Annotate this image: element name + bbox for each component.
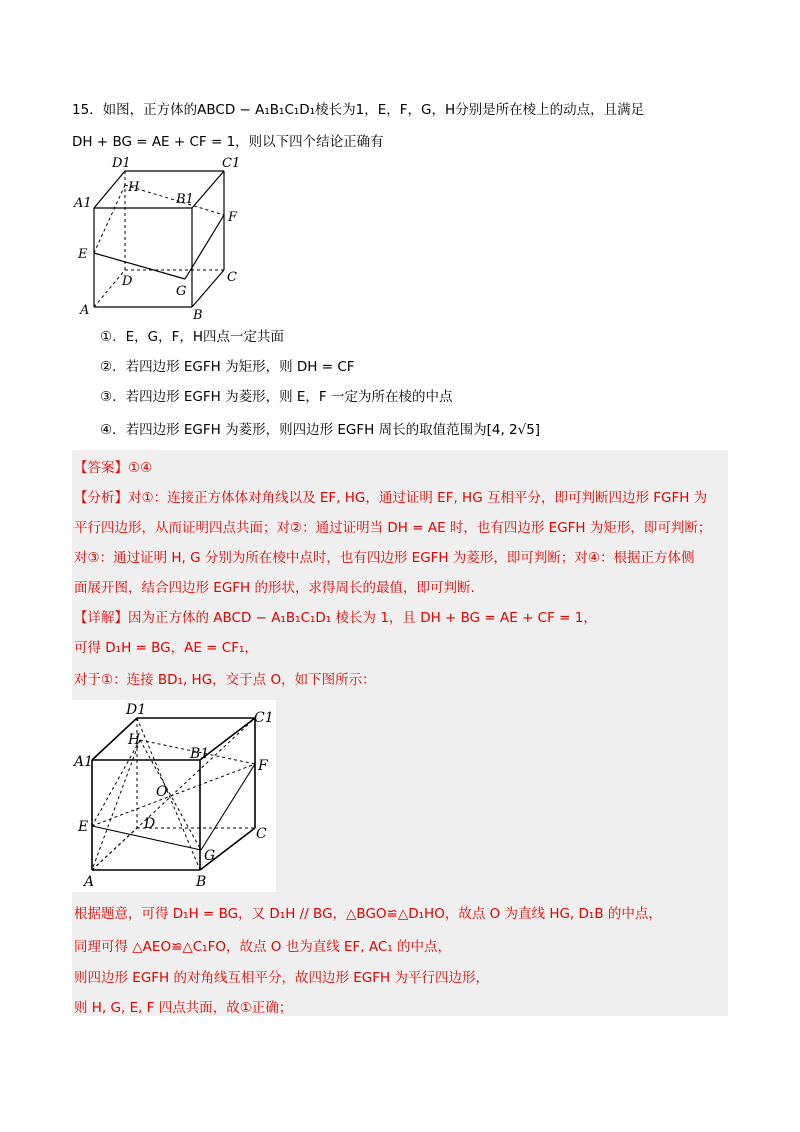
option-2-text: 若四边形 EGFH 为矩形，则 DH = CF <box>125 359 355 375</box>
fig2-label-D1: D1 <box>126 702 147 718</box>
label-A1: A1 <box>74 196 92 211</box>
detail-line-2: 可得 D₁H = BG，AE = CF₁， <box>74 640 258 656</box>
label-D1: D1 <box>112 156 131 171</box>
analysis-line-4: 面展开图，结合四边形 EGFH 的形状，求得周长的最值，即可判断. <box>74 580 475 596</box>
label-F: F <box>228 210 238 225</box>
detail-line-3: 对于①：连接 BD₁, HG，交于点 O，如下图所示： <box>74 672 376 688</box>
question-line-2: DH + BG = AE + CF = 1，则以下四个结论正确有 <box>72 134 384 150</box>
fig2-label-C: C <box>256 826 267 842</box>
fig2-label-H: H <box>128 732 141 748</box>
detail-line-1 <box>74 608 597 628</box>
fig2-label-F: F <box>258 758 268 774</box>
proof-line-4: 则 H, G, E, F 四点共面，故①正确； <box>74 1000 293 1016</box>
fig2-label-C1: C1 <box>254 710 274 726</box>
detail-label: 【详解】 <box>74 610 128 626</box>
proof-line-3: 则四边形 EGFH 的对角线互相平分，故四边形 EGFH 为平行四边形， <box>74 970 489 986</box>
fig2-label-G: G <box>204 848 216 864</box>
label-B: B <box>193 308 203 323</box>
analysis-text-1: 对①：连接正方体体对角线以及 EF, HG，通过证明 EF, HG 互相平分，即可判断四边形 FGFH 为 <box>128 490 708 506</box>
label-D: D <box>122 274 133 289</box>
fig2-label-E: E <box>78 819 89 835</box>
option-4-text: 若四边形 EGFH 为菱形，则四边形 EGFH 周长的取值范围为[4, 2√5] <box>125 422 541 438</box>
cube-figure-2 <box>72 700 276 892</box>
label-B1: B1 <box>176 192 194 207</box>
fig2-label-D: D <box>144 816 156 832</box>
fig2-label-A1: A1 <box>74 754 94 770</box>
fig2-label-A: A <box>84 874 95 890</box>
option-1-num: ①． <box>100 329 126 345</box>
label-C1: C1 <box>222 156 241 171</box>
label-A: A <box>80 303 90 318</box>
question-line-1: 15．如图，正方体的ABCD − A₁B₁C₁D₁棱长为1，E，F，G，H分别是所在棱上的动点，且满足 <box>72 102 645 118</box>
option-1-text: E，G，F，H四点一定共面 <box>125 329 285 345</box>
answer-line <box>74 458 152 478</box>
analysis-line-1 <box>74 488 707 508</box>
label-C: C <box>227 270 237 285</box>
option-4-num: ④． <box>100 422 126 438</box>
proof-line-2: 同理可得 △AEO≌△C₁FO，故点 O 也为直线 EF, AC₁ 的中点， <box>74 939 451 955</box>
label-E: E <box>78 247 88 262</box>
detail-text-1: 因为正方体的 ABCD − A₁B₁C₁D₁ 棱长为 1，且 DH + BG = AE + CF = 1， <box>128 610 597 626</box>
analysis-label: 【分析】 <box>74 490 128 506</box>
option-2 <box>100 357 355 377</box>
analysis-line-3: 对③：通过证明 H, G 分别为所在棱中点时，也有四边形 EGFH 为菱形，即可判断；对④：根据正方体侧 <box>74 550 695 566</box>
label-G: G <box>176 284 187 299</box>
label-H: H <box>128 180 140 195</box>
option-2-num: ②． <box>100 359 126 375</box>
option-3-text: 若四边形 EGFH 为菱形，则 E，F 一定为所在棱的中点 <box>125 389 453 405</box>
answer-value: ①④ <box>128 460 153 476</box>
answer-label: 【答案】 <box>74 460 128 476</box>
fig2-label-O: O <box>156 784 168 800</box>
cube-figure-1 <box>72 155 252 323</box>
analysis-line-2: 平行四边形，从而证明四点共面；对②：通过证明当 DH = AE 时，也有四边形 EGFH 为矩形，即可判断； <box>74 520 712 536</box>
proof-line-1: 根据题意，可得 D₁H = BG，又 D₁H // BG，△BGO≌△D₁HO，故点 O 为直线 HG, D₁B 的中点， <box>74 906 662 922</box>
option-3 <box>100 387 452 407</box>
fig2-label-B1: B1 <box>190 746 210 762</box>
option-3-num: ③． <box>100 389 126 405</box>
option-4 <box>100 420 540 440</box>
option-1 <box>100 327 284 347</box>
fig2-label-B: B <box>196 874 207 890</box>
